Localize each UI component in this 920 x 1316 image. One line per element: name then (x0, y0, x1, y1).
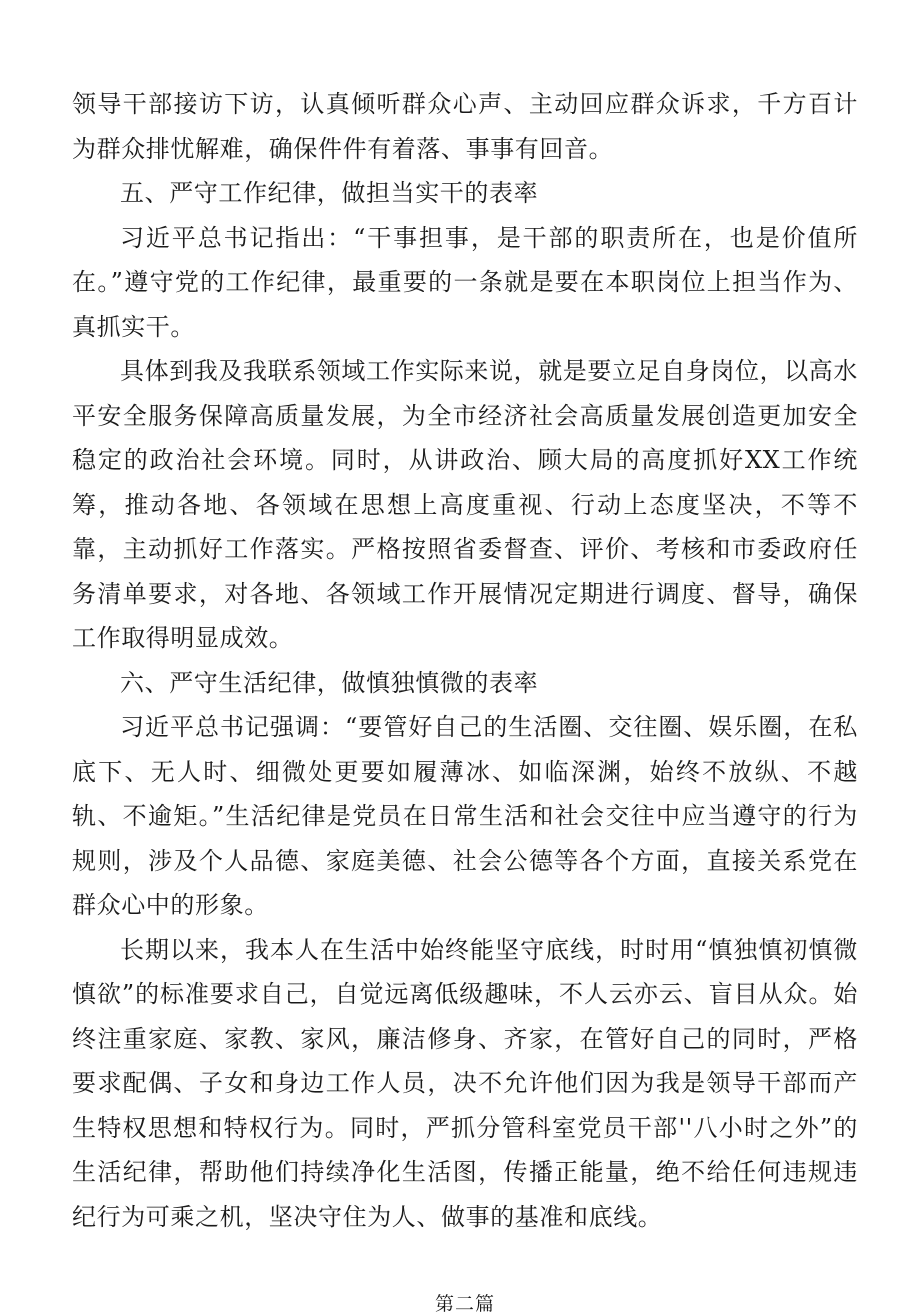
paragraph-continuation: 领导干部接访下访，认真倾听群众心声、主动回应群众诉求，千方百计为群众排忧解难，确保件件有着落、事事有回音。 (72, 90, 858, 163)
section-title-part-two: 第二篇 (434, 1293, 495, 1315)
paragraph-work-discipline-practice: 具体到我及我联系领域工作实际来说，就是要立足自身岗位，以高水平安全服务保障高质量发展，为全市经济社会高质量发展创造更加安全稳定的政治社会环境。同时，从讲政治、顾大局的高度抓好XX工作统筹，推动各地、各领域在思想上高度重视、行动上态度坚决，不等不靠，主动抓好工作落实。严格按照省委督查、评价、考核和市委政府任务清单要求，对各地、各领域工作开展情况定期进行调度、督导，确保工作取得明显成效。 (72, 357, 858, 652)
paragraph-life-discipline-practice: 长期以来，我本人在生活中始终能坚守底线，时时用“慎独慎初慎微慎欲”的标准要求自己，自觉远离低级趣味，不人云亦云、盲目从众。始终注重家庭、家教、家风，廉洁修身、齐家，在管好自己的同时，严格要求配偶、子女和身边工作人员，决不允许他们因为我是领导干部而产生特权思想和特权行为。同时，严抓分管科室党员干部''八小时之外”的生活纪律，帮助他们持续净化生活图，传播正能量，绝不给任何违规违纪行为可乘之机，坚决守住为人、做事的基准和底线。 (72, 935, 858, 1231)
paragraph-life-discipline-quote: 习近平总书记强调：“要管好自己的生活圈、交往圈、娱乐圈，在私底下、无人时、细微处更要如履薄冰、如临深渊，始终不放纵、不越轨、不逾矩。”生活纪律是党员在日常生活和社会交往中应当遵守的行为规则，涉及个人品德、家庭美德、社会公德等各个方面，直接关系党在群众心中的形象。 (72, 713, 858, 919)
section-heading-6: 六、严守生活纪律，做慎独慎微的表率 (120, 668, 539, 697)
section-heading-5: 五、严守工作纪律，做担当实干的表率 (120, 179, 539, 207)
paragraph-work-discipline-quote: 习近平总书记指出：“干事担事，是干部的职责所在，也是价值所在。”遵守党的工作纪律，最重要的一条就是要在本职岗位上担当作为、真抓实干。 (72, 223, 858, 341)
